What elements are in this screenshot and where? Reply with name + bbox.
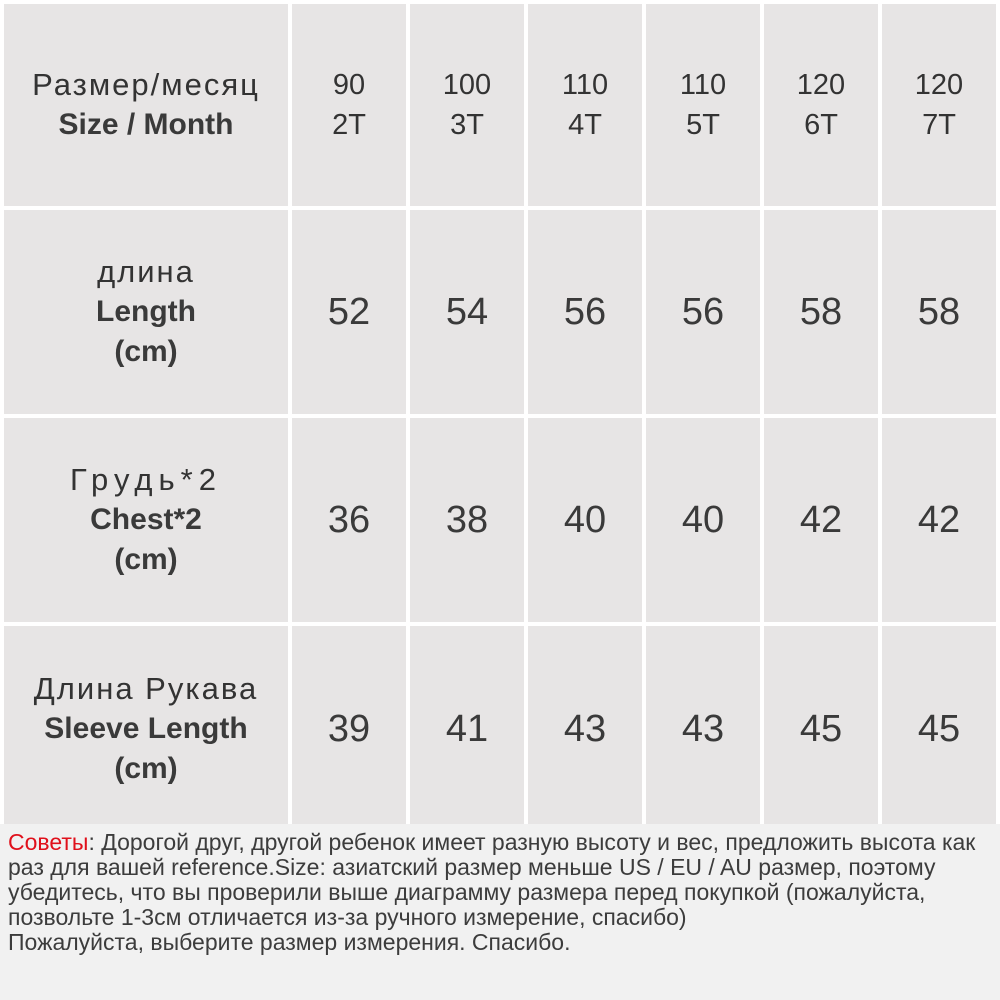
measurement-value: 43 xyxy=(563,707,607,750)
measurement-value: 42 xyxy=(917,498,961,541)
size-header-cell xyxy=(410,4,524,206)
size-height: 100 xyxy=(442,69,492,101)
value-cell xyxy=(882,418,996,622)
measurement-value: 56 xyxy=(563,290,607,333)
tips-text: : Дорогой друг, другой ребенок имеет разную высоту и вес, предложить высота как раз для вашей reference.Size: азиатский размер меньше US / EU / AU размер, поэтому убедитесь, что вы проверили выше диаграмму размера перед покупкой (пожалуйста, позвольте 1-3см отличается из-за ручного измерение, спасибо) xyxy=(8,829,976,930)
measurement-value: 45 xyxy=(799,707,843,750)
row-label-en: Chest*2 xyxy=(90,503,202,536)
measurement-value: 38 xyxy=(445,498,489,541)
size-age: 2T xyxy=(332,109,366,141)
row-label-ru: Грудь*2 xyxy=(70,462,222,497)
size-header-cell xyxy=(528,4,642,206)
size-header-cell xyxy=(292,4,406,206)
measurement-value: 42 xyxy=(799,498,843,541)
size-header-cell xyxy=(646,4,760,206)
row-label-unit: (cm) xyxy=(114,752,178,785)
measurement-value: 39 xyxy=(327,707,371,750)
value-cell xyxy=(528,626,642,832)
row-label-unit: (cm) xyxy=(114,543,178,576)
value-cell xyxy=(410,210,524,414)
size-age: 3T xyxy=(450,109,484,141)
value-cell xyxy=(764,418,878,622)
tips-paragraph xyxy=(8,830,992,930)
value-cell xyxy=(764,210,878,414)
size-header-cell xyxy=(882,4,996,206)
row-label-en: Length xyxy=(96,295,196,328)
measurement-value: 40 xyxy=(563,498,607,541)
row-label-ru: длина xyxy=(97,254,195,289)
size-age: 5T xyxy=(686,109,720,141)
value-cell xyxy=(646,418,760,622)
value-cell xyxy=(764,626,878,832)
value-cell xyxy=(528,210,642,414)
measurement-value: 58 xyxy=(917,290,961,333)
measurement-value: 36 xyxy=(327,498,371,541)
row-label-en: Sleeve Length xyxy=(44,712,248,745)
size-age: 4T xyxy=(568,109,602,141)
size-height: 120 xyxy=(796,69,846,101)
size-height: 110 xyxy=(679,69,727,101)
measurement-value: 45 xyxy=(917,707,961,750)
measurement-value: 56 xyxy=(681,290,725,333)
row-label-chest xyxy=(4,418,288,622)
tips-closing: Пожалуйста, выберите размер измерения. Спасибо. xyxy=(8,929,571,955)
row-label-unit: (cm) xyxy=(114,335,178,368)
value-cell xyxy=(292,210,406,414)
value-cell xyxy=(292,626,406,832)
measurement-value: 43 xyxy=(681,707,725,750)
value-cell xyxy=(646,626,760,832)
row-label-sleeve xyxy=(4,626,288,832)
measurement-value: 58 xyxy=(799,290,843,333)
tips-lead: Советы xyxy=(8,829,89,855)
size-height: 90 xyxy=(332,69,366,101)
header-label-en: Size / Month xyxy=(58,108,234,141)
measurement-value: 41 xyxy=(445,707,489,750)
size-age: 7T xyxy=(922,109,956,141)
value-cell xyxy=(646,210,760,414)
size-height: 120 xyxy=(914,69,964,101)
measurement-value: 54 xyxy=(445,290,489,333)
header-label-ru: Размер/месяц xyxy=(32,67,260,102)
row-label-ru: Длина Рукава xyxy=(33,671,259,706)
size-height: 110 xyxy=(561,69,609,101)
value-cell xyxy=(410,418,524,622)
value-cell xyxy=(882,626,996,832)
value-cell xyxy=(410,626,524,832)
measurement-value: 40 xyxy=(681,498,725,541)
value-cell xyxy=(528,418,642,622)
size-header-cell xyxy=(764,4,878,206)
value-cell xyxy=(292,418,406,622)
tips-note xyxy=(0,824,1000,1000)
measurement-value: 52 xyxy=(327,290,371,333)
header-label-cell xyxy=(4,4,288,206)
row-label-length xyxy=(4,210,288,414)
size-age: 6T xyxy=(804,109,838,141)
value-cell xyxy=(882,210,996,414)
